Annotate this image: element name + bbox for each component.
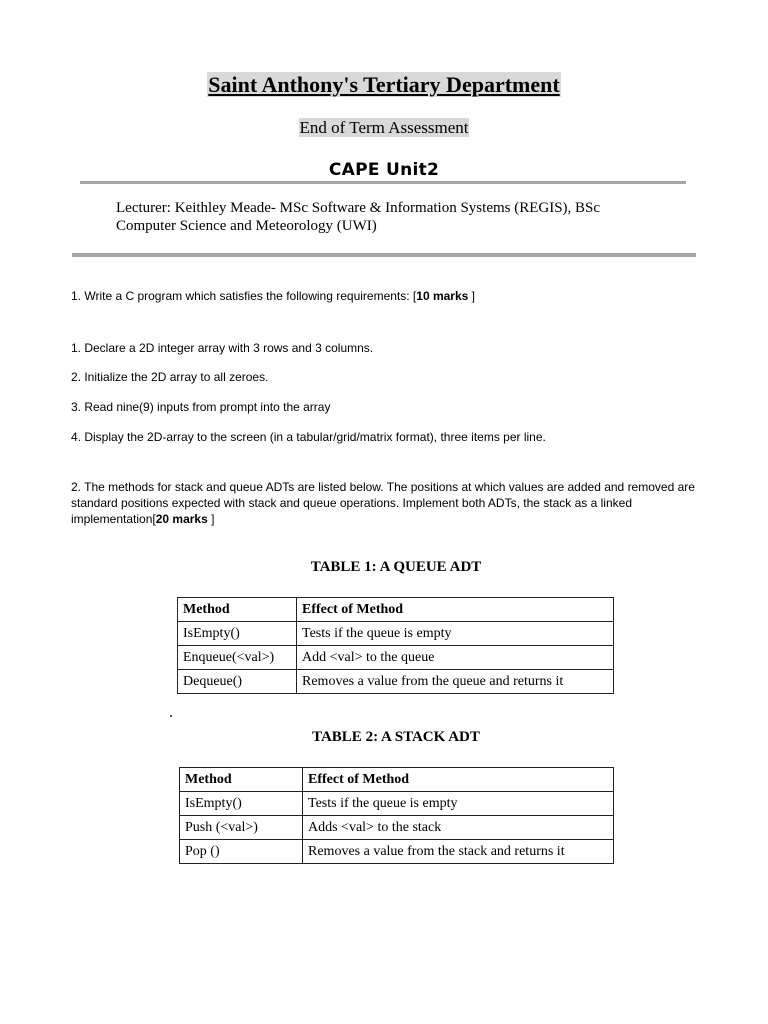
divider-top (80, 181, 686, 184)
document-subtitle: End of Term Assessment (299, 118, 469, 137)
queue-adt-table (177, 597, 614, 694)
table-1-caption: TABLE 1: A QUEUE ADT (310, 559, 482, 575)
header-method: Method (180, 768, 303, 792)
unit-heading: CAPE Unit2 (328, 160, 440, 180)
method-cell: Dequeue() (178, 670, 297, 694)
method-cell: Enqueue(<val>) (178, 646, 297, 670)
effect-cell: Removes a value from the stack and returns it (303, 840, 614, 864)
method-cell: Push (<val>) (180, 816, 303, 840)
lecturer-line-2: Computer Science and Meteorology (UWI) (116, 218, 377, 234)
question-1-marks: 10 marks (416, 289, 469, 303)
question-2-marks: 20 marks (155, 512, 208, 526)
table-2-caption: TABLE 2: A STACK ADT (312, 729, 480, 745)
question-1: 1. Write a C program which satisfies the following requirements: [10 marks ] (71, 289, 475, 303)
effect-cell: Adds <val> to the stack (303, 816, 614, 840)
method-cell: IsEmpty() (180, 792, 303, 816)
requirement-3: 3. Read nine(9) inputs from prompt into the array (71, 400, 331, 414)
table-row (178, 646, 614, 670)
requirement-4: 4. Display the 2D-array to the screen (in a tabular/grid/matrix format), three items per line. (71, 430, 546, 444)
method-cell: Pop () (180, 840, 303, 864)
table-row (178, 622, 614, 646)
lecturer-line-1: Lecturer: Keithley Meade- MSc Software & Information Systems (REGIS), BSc (116, 200, 601, 216)
method-cell: IsEmpty() (178, 622, 297, 646)
effect-cell: Add <val> to the queue (297, 646, 614, 670)
table-row (180, 840, 614, 864)
divider-bottom (72, 253, 696, 257)
table-row (180, 816, 614, 840)
effect-cell: Tests if the queue is empty (297, 622, 614, 646)
question-2: 2. The methods for stack and queue ADTs are listed below. The positions at which values are added and removed are standard positions expected with stack and queue operations. Implement both ADTs, the stack as a linked implementation[20 marks ] (71, 480, 695, 526)
stack-adt-table (179, 767, 614, 864)
header-effect: Effect of Method (297, 598, 614, 622)
effect-cell: Removes a value from the queue and returns it (297, 670, 614, 694)
table-header-row (178, 598, 614, 622)
stray-mark (170, 715, 172, 717)
header-method: Method (178, 598, 297, 622)
table-row (178, 670, 614, 694)
table-row (180, 792, 614, 816)
requirement-1: 1. Declare a 2D integer array with 3 rows and 3 columns. (71, 341, 374, 355)
effect-cell: Tests if the queue is empty (303, 792, 614, 816)
header-effect: Effect of Method (303, 768, 614, 792)
requirement-2: 2. Initialize the 2D array to all zeroes. (71, 370, 269, 384)
table-header-row (180, 768, 614, 792)
document-title: Saint Anthony's Tertiary Department (208, 72, 560, 97)
lecturer-info (116, 199, 636, 235)
